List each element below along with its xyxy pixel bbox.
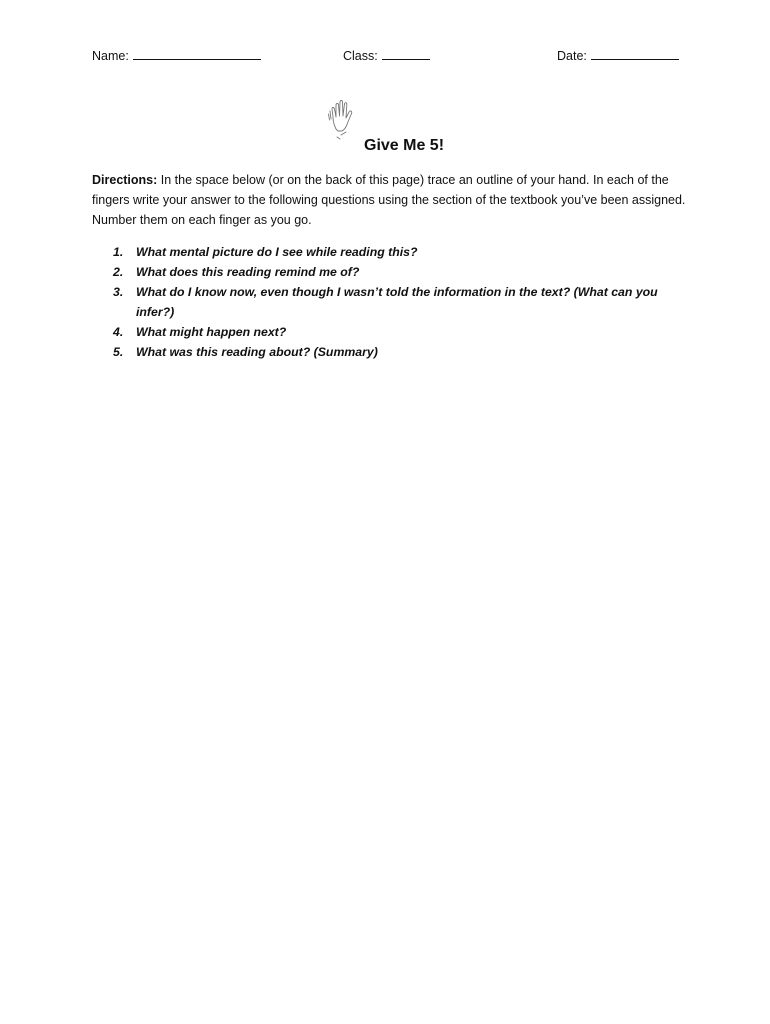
name-blank-line[interactable] (133, 47, 261, 60)
question-text: What mental picture do I see while reading this? (136, 245, 418, 259)
list-item (92, 342, 682, 362)
list-item (92, 262, 682, 282)
class-blank-line[interactable] (382, 47, 430, 60)
question-number: 3. (113, 285, 124, 299)
name-label: Name: (92, 49, 129, 63)
date-field (557, 47, 679, 64)
list-item (92, 242, 682, 262)
question-list (92, 242, 682, 362)
question-text: What does this reading remind me of? (136, 265, 360, 279)
question-text: What was this reading about? (Summary) (136, 345, 378, 359)
class-field (343, 47, 430, 64)
list-item (92, 322, 682, 342)
question-text: What do I know now, even though I wasn’t told the information in the text? (What can you infer?) (136, 285, 658, 319)
hand-icon (327, 99, 363, 141)
question-text: What might happen next? (136, 325, 287, 339)
directions-text: In the space below (or on the back of this page) trace an outline of your hand. In each of the fingers write your answer to the following questions using the section of the textbook you’ve been assigned. Number them on each finger as you go. (92, 173, 686, 227)
question-number: 1. (113, 245, 124, 259)
question-number: 5. (113, 345, 124, 359)
list-item (92, 282, 682, 322)
name-field (92, 47, 261, 64)
date-label: Date: (557, 49, 587, 63)
worksheet-title: Give Me 5! (364, 137, 445, 154)
question-number: 2. (113, 265, 124, 279)
directions-label: Directions: (92, 173, 158, 187)
directions-paragraph (92, 170, 692, 230)
class-label: Class: (343, 49, 378, 63)
question-number: 4. (113, 325, 124, 339)
date-blank-line[interactable] (591, 47, 679, 60)
